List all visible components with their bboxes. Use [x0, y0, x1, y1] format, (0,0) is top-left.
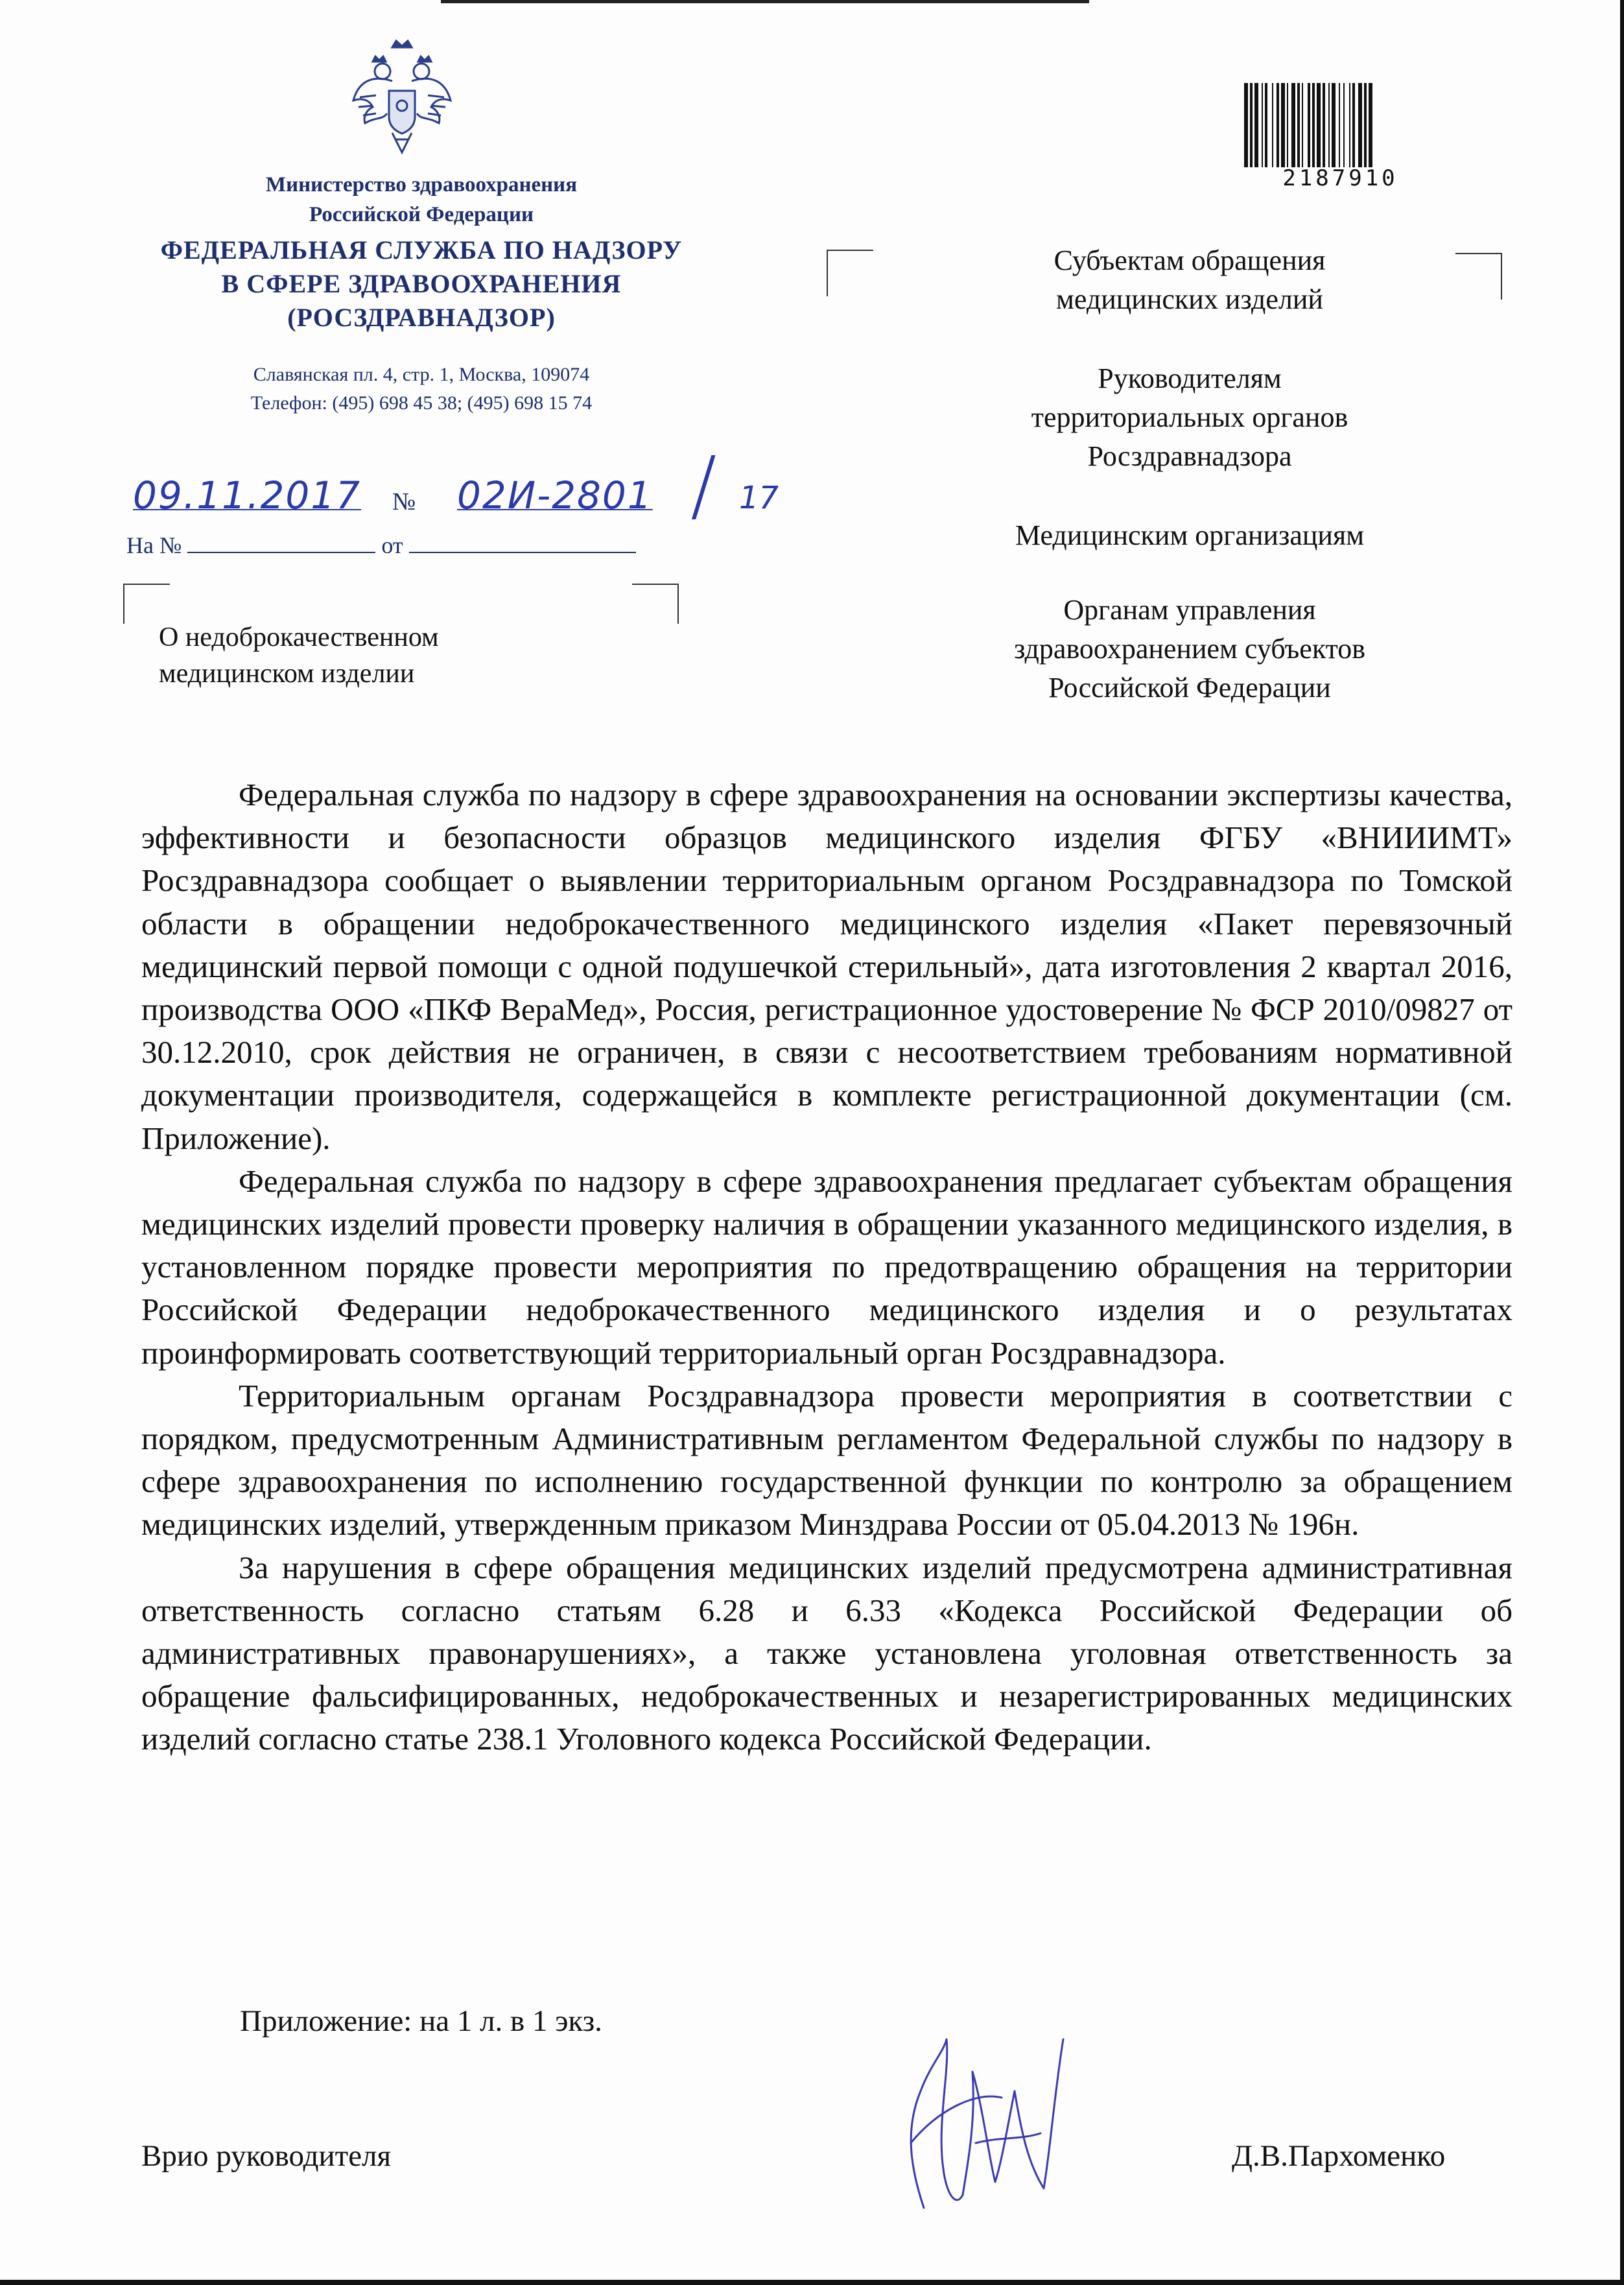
scan-edge-top	[441, 0, 1089, 3]
ministry-line-1: Министерство здравоохранения	[265, 173, 578, 196]
barcode-bar	[1250, 83, 1253, 167]
address: Славянская пл. 4, стр. 1, Москва, 109074	[253, 364, 590, 385]
barcode-bar	[1277, 83, 1279, 167]
reference-line	[126, 532, 636, 559]
subject	[159, 619, 439, 692]
body-paragraph-2: Федеральная служба по надзору в сфере здравоохранения предлагает субъектам обращения медицинских изделий провести проверку наличия в обращении указанного медицинского изделия, в установленном порядке провести мероприятия по предотвращению обращения на территории Российской Федерации недоброкачественного медицинского изделия и о результатах проинформировать соответствующий территориальный орган Росздравнадзора.	[141, 1163, 1512, 1371]
letter-body	[141, 774, 1512, 1761]
barcode-bar	[1302, 83, 1303, 167]
barcode-bar	[1339, 83, 1340, 167]
addressee-corner-left	[827, 250, 873, 296]
addressee-group	[904, 591, 1475, 707]
addressee-line: медицинских изделий	[1056, 283, 1323, 315]
barcode-bar	[1297, 83, 1300, 167]
barcode-bar	[1317, 83, 1321, 167]
barcode-bar	[1262, 83, 1263, 167]
service-name	[97, 233, 746, 335]
barcode-bar	[1343, 83, 1345, 167]
ministry-line-2: Российской Федерации	[309, 203, 534, 226]
addressee-line: Субъектам обращения	[1053, 244, 1326, 276]
addressee-line: Органам управления	[1063, 594, 1316, 626]
subject-corner-left	[123, 584, 170, 624]
ref-label: На №	[126, 532, 182, 558]
barcode-icon	[1242, 83, 1439, 167]
addressee-line: Медицинским организациям	[1015, 519, 1365, 551]
scan-edge-bottom	[0, 2280, 1624, 2285]
barcode-bar	[1332, 83, 1336, 167]
barcode-bar	[1254, 83, 1258, 167]
barcode-bar	[1349, 83, 1350, 167]
barcode-bar	[1328, 83, 1330, 167]
phone: Телефон: (495) 698 45 38; (495) 698 15 74	[250, 392, 593, 414]
appendix-note: Приложение: на 1 л. в 1 экз.	[240, 2004, 602, 2038]
ministry-name	[97, 170, 746, 230]
service-line-3: (РОСЗДРАВНАДЗОР)	[287, 303, 556, 332]
handwritten-slash: /	[690, 441, 717, 531]
coat-of-arms-icon	[347, 36, 457, 165]
barcode-bar	[1265, 83, 1267, 167]
number-sign: №	[392, 488, 416, 515]
barcode-bar	[1287, 83, 1288, 167]
handwritten-number: 02И-2801	[457, 473, 653, 517]
addressee-line: Российской Федерации	[1048, 672, 1331, 704]
body-paragraph-1: Федеральная служба по надзору в сфере здравоохранения на основании экспертизы качества, эффективности и безопасности образцов медицинского изделия ФГБУ «ВНИИИМТ» Росздравнадзора сообщает о выявлении территориальным органом Росздравнадзора по Томской области в обращении недоброкачественного медицинского изделия «Пакет перевязочный медицинский первой помощи с одной подушечкой стерильный», дата изготовления 2 квартал 2016, производства ООО «ПКФ ВераМед», Россия, регистрационное удостоверение № ФСР 2010/09827 от 30.12.2010, срок действия не ограничен, в связи с несоответствием требованиям нормативной документации производителя, содержащейся в комплекте регистрационной документации (см. Приложение).	[141, 777, 1512, 1156]
addressee-line: Росздравнадзора	[1087, 440, 1292, 472]
barcode-bar	[1364, 83, 1367, 167]
subject-corner-right	[632, 584, 679, 624]
barcode-bar	[1312, 83, 1315, 167]
subject-line-2: медицинском изделии	[159, 659, 415, 689]
handwritten-signature	[885, 2013, 1092, 2221]
contact-info	[97, 361, 746, 418]
ref-date-blank	[409, 532, 636, 553]
letterhead	[97, 170, 746, 418]
addressee-line: Руководителям	[1098, 362, 1282, 394]
subject-line-1: О недоброкачественном	[159, 622, 439, 652]
signatory-name: Д.В.Пархоменко	[1232, 2139, 1446, 2173]
barcode-bar	[1308, 83, 1310, 167]
scan-edge-right	[1620, 0, 1624, 2285]
signatory-title: Врио руководителя	[141, 2139, 392, 2173]
handwritten-date: 09.11.2017	[133, 473, 362, 517]
ref-number-blank	[187, 532, 375, 553]
addressee-group	[904, 359, 1475, 476]
barcode-bar	[1358, 83, 1362, 167]
barcode-bar	[1369, 83, 1372, 167]
barcode-bar	[1323, 83, 1325, 167]
barcode-bar	[1272, 83, 1273, 167]
addressee-line: территориальных органов	[1031, 401, 1348, 433]
barcode-bar	[1352, 83, 1355, 167]
service-line-1: ФЕДЕРАЛЬНАЯ СЛУЖБА ПО НАДЗОРУ	[160, 235, 683, 265]
barcode-bar	[1244, 83, 1248, 167]
addressee-line: здравоохранением субъектов	[1013, 633, 1366, 665]
barcode-bar	[1291, 83, 1295, 167]
addressee-group	[904, 241, 1475, 319]
barcode-number: 2187910	[1282, 165, 1398, 191]
barcode-bar	[1281, 83, 1285, 167]
addressees	[904, 241, 1475, 748]
body-paragraph-3: Территориальным органам Росздравнадзора провести мероприятия в соответствии с порядком, предусмотренным Административным регламентом Федеральной службы по надзору в сфере здравоохранения по исполнению государственной функции по контролю за обращением медицинских изделий, утвержденным приказом Минздрава России от 05.04.2013 № 196н.	[141, 1377, 1512, 1543]
service-line-2: В СФЕРЕ ЗДРАВООХРАНЕНИЯ	[221, 269, 622, 298]
handwritten-year: 17	[739, 480, 779, 516]
ref-from-label: от	[381, 532, 403, 558]
addressee-group	[904, 516, 1475, 555]
body-paragraph-4: За нарушения в сфере обращения медицинских изделий предусмотрена административная ответственность согласно статьям 6.28 и 6.33 «Кодекса Российской Федерации об административных правонарушениях», а также установлена уголовная ответственность за обращение фальсифицированных, недоброкачественных и незарегистрированных медицинских изделий согласно статье 238.1 Уголовного кодекса Российской Федерации.	[141, 1549, 1512, 1757]
